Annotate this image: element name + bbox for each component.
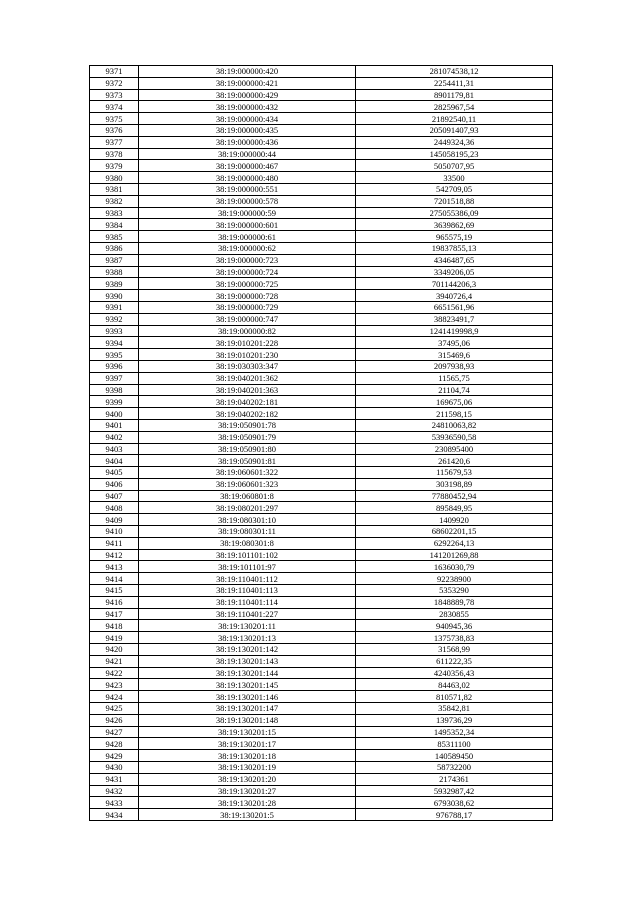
row-number-cell: 9375 (90, 113, 139, 125)
row-number-cell: 9430 (90, 762, 139, 774)
value-cell: 3349206,05 (356, 266, 553, 278)
value-cell: 77880452,94 (356, 490, 553, 502)
value-cell: 611222,35 (356, 655, 553, 667)
table-row (90, 113, 553, 125)
value-cell: 4346487,65 (356, 254, 553, 266)
row-number-cell: 9418 (90, 620, 139, 632)
cadastral-number-cell: 38:19:000000:729 (139, 301, 356, 313)
table-row (90, 620, 553, 632)
table-row (90, 372, 553, 384)
value-cell: 261420,6 (356, 455, 553, 467)
value-cell: 303198,89 (356, 478, 553, 490)
table-row (90, 396, 553, 408)
row-number-cell: 9377 (90, 136, 139, 148)
row-number-cell: 9379 (90, 160, 139, 172)
value-cell: 8901179,81 (356, 89, 553, 101)
value-cell: 281074538,12 (356, 66, 553, 78)
value-cell: 1495352,34 (356, 726, 553, 738)
value-cell: 11565,75 (356, 372, 553, 384)
value-cell: 205091407,93 (356, 124, 553, 136)
value-cell: 2254411,31 (356, 77, 553, 89)
table-row (90, 207, 553, 219)
table-row (90, 762, 553, 774)
table-row (90, 254, 553, 266)
cadastral-number-cell: 38:19:130201:144 (139, 667, 356, 679)
value-cell: 115679,53 (356, 467, 553, 479)
cadastral-number-cell: 38:19:050901:79 (139, 431, 356, 443)
row-number-cell: 9378 (90, 148, 139, 160)
row-number-cell: 9399 (90, 396, 139, 408)
row-number-cell: 9383 (90, 207, 139, 219)
table-row (90, 136, 553, 148)
cadastral-number-cell: 38:19:000000:434 (139, 113, 356, 125)
value-cell: 1409920 (356, 514, 553, 526)
row-number-cell: 9384 (90, 219, 139, 231)
table-row (90, 809, 553, 821)
cadastral-number-cell: 38:19:050901:81 (139, 455, 356, 467)
value-cell: 1636030,79 (356, 561, 553, 573)
row-number-cell: 9388 (90, 266, 139, 278)
table-row (90, 408, 553, 420)
table-row (90, 160, 553, 172)
row-number-cell: 9405 (90, 467, 139, 479)
value-cell: 140589450 (356, 750, 553, 762)
table-row (90, 419, 553, 431)
value-cell: 895849,95 (356, 502, 553, 514)
table-row (90, 773, 553, 785)
cadastral-number-cell: 38:19:000000:725 (139, 278, 356, 290)
table-row (90, 797, 553, 809)
cadastral-number-cell: 38:19:130201:147 (139, 703, 356, 715)
row-number-cell: 9380 (90, 172, 139, 184)
table-row (90, 278, 553, 290)
table-row (90, 219, 553, 231)
cadastral-number-cell: 38:19:000000:436 (139, 136, 356, 148)
row-number-cell: 9403 (90, 443, 139, 455)
cadastral-number-cell: 38:19:130201:13 (139, 632, 356, 644)
value-cell: 84463,02 (356, 679, 553, 691)
cadastral-number-cell: 38:19:060601:323 (139, 478, 356, 490)
value-cell: 1241419998,9 (356, 325, 553, 337)
value-cell: 31568,99 (356, 644, 553, 656)
table-body (90, 66, 553, 821)
value-cell: 19837855,13 (356, 242, 553, 254)
row-number-cell: 9376 (90, 124, 139, 136)
value-cell: 145058195,23 (356, 148, 553, 160)
row-number-cell: 9381 (90, 183, 139, 195)
table-row (90, 644, 553, 656)
row-number-cell: 9386 (90, 242, 139, 254)
row-number-cell: 9414 (90, 573, 139, 585)
value-cell: 21892540,11 (356, 113, 553, 125)
row-number-cell: 9408 (90, 502, 139, 514)
cadastral-number-cell: 38:19:000000:61 (139, 231, 356, 243)
table-row (90, 124, 553, 136)
table-row (90, 231, 553, 243)
row-number-cell: 9415 (90, 585, 139, 597)
value-cell: 141201269,88 (356, 549, 553, 561)
cadastral-number-cell: 38:19:000000:82 (139, 325, 356, 337)
value-cell: 3639862,69 (356, 219, 553, 231)
cadastral-number-cell: 38:19:040202:181 (139, 396, 356, 408)
row-number-cell: 9402 (90, 431, 139, 443)
table-row (90, 703, 553, 715)
cadastral-number-cell: 38:19:040201:362 (139, 372, 356, 384)
table-row (90, 431, 553, 443)
row-number-cell: 9423 (90, 679, 139, 691)
row-number-cell: 9372 (90, 77, 139, 89)
value-cell: 68602201,15 (356, 526, 553, 538)
cadastral-number-cell: 38:19:000000:601 (139, 219, 356, 231)
table-row (90, 148, 553, 160)
value-cell: 85311100 (356, 738, 553, 750)
table-row (90, 77, 553, 89)
row-number-cell: 9412 (90, 549, 139, 561)
row-number-cell: 9420 (90, 644, 139, 656)
row-number-cell: 9371 (90, 66, 139, 78)
cadastral-number-cell: 38:19:130201:17 (139, 738, 356, 750)
table-row (90, 349, 553, 361)
cadastral-number-cell: 38:19:000000:551 (139, 183, 356, 195)
row-number-cell: 9407 (90, 490, 139, 502)
table-row (90, 172, 553, 184)
cadastral-number-cell: 38:19:101101:97 (139, 561, 356, 573)
table-row (90, 242, 553, 254)
value-cell: 5353290 (356, 585, 553, 597)
cadastral-number-cell: 38:19:000000:723 (139, 254, 356, 266)
row-number-cell: 9428 (90, 738, 139, 750)
table-row (90, 738, 553, 750)
cadastral-number-cell: 38:19:000000:747 (139, 313, 356, 325)
table-row (90, 467, 553, 479)
table-row (90, 549, 553, 561)
value-cell: 92238900 (356, 573, 553, 585)
value-cell: 53936590,58 (356, 431, 553, 443)
cadastral-number-cell: 38:19:000000:467 (139, 160, 356, 172)
value-cell: 230895400 (356, 443, 553, 455)
row-number-cell: 9434 (90, 809, 139, 821)
table-row (90, 502, 553, 514)
table-row (90, 726, 553, 738)
row-number-cell: 9431 (90, 773, 139, 785)
value-cell: 976788,17 (356, 809, 553, 821)
table-row (90, 337, 553, 349)
row-number-cell: 9373 (90, 89, 139, 101)
cadastral-number-cell: 38:19:080301:11 (139, 526, 356, 538)
row-number-cell: 9385 (90, 231, 139, 243)
row-number-cell: 9392 (90, 313, 139, 325)
value-cell: 7201518,88 (356, 195, 553, 207)
table-row (90, 183, 553, 195)
row-number-cell: 9416 (90, 596, 139, 608)
table-row (90, 290, 553, 302)
value-cell: 2830855 (356, 608, 553, 620)
row-number-cell: 9417 (90, 608, 139, 620)
cadastral-number-cell: 38:19:000000:728 (139, 290, 356, 302)
row-number-cell: 9433 (90, 797, 139, 809)
cadastral-number-cell: 38:19:130201:146 (139, 691, 356, 703)
row-number-cell: 9396 (90, 360, 139, 372)
cadastral-number-cell: 38:19:040201:363 (139, 384, 356, 396)
row-number-cell: 9387 (90, 254, 139, 266)
cadastral-number-cell: 38:19:000000:59 (139, 207, 356, 219)
cadastral-number-cell: 38:19:000000:421 (139, 77, 356, 89)
table-row (90, 596, 553, 608)
table-row (90, 490, 553, 502)
cadastral-number-cell: 38:19:130201:15 (139, 726, 356, 738)
cadastral-number-cell: 38:19:130201:145 (139, 679, 356, 691)
cadastral-number-cell: 38:19:040202:182 (139, 408, 356, 420)
value-cell: 2097938,93 (356, 360, 553, 372)
table-row (90, 101, 553, 113)
table-row (90, 632, 553, 644)
table-row (90, 313, 553, 325)
cadastral-number-cell: 38:19:000000:724 (139, 266, 356, 278)
cadastral-number-cell: 38:19:010201:228 (139, 337, 356, 349)
cadastral-number-cell: 38:19:010201:230 (139, 349, 356, 361)
value-cell: 2825967,54 (356, 101, 553, 113)
table-row (90, 714, 553, 726)
value-cell: 2449324,36 (356, 136, 553, 148)
cadastral-number-cell: 38:19:130201:18 (139, 750, 356, 762)
table-row (90, 325, 553, 337)
value-cell: 24810063,82 (356, 419, 553, 431)
table-row (90, 691, 553, 703)
value-cell: 965575,19 (356, 231, 553, 243)
table-row (90, 455, 553, 467)
value-cell: 810571,82 (356, 691, 553, 703)
row-number-cell: 9424 (90, 691, 139, 703)
cadastral-number-cell: 38:19:000000:62 (139, 242, 356, 254)
table-row (90, 561, 553, 573)
row-number-cell: 9382 (90, 195, 139, 207)
cadastral-number-cell: 38:19:130201:27 (139, 785, 356, 797)
value-cell: 1375738,83 (356, 632, 553, 644)
cadastral-number-cell: 38:19:060801:8 (139, 490, 356, 502)
value-cell: 37495,06 (356, 337, 553, 349)
row-number-cell: 9432 (90, 785, 139, 797)
cadastral-number-cell: 38:19:130201:5 (139, 809, 356, 821)
value-cell: 542709,05 (356, 183, 553, 195)
row-number-cell: 9406 (90, 478, 139, 490)
value-cell: 275055386,09 (356, 207, 553, 219)
value-cell: 139736,29 (356, 714, 553, 726)
table-row (90, 785, 553, 797)
cadastral-number-cell: 38:19:000000:429 (139, 89, 356, 101)
cadastral-number-cell: 38:19:110401:113 (139, 585, 356, 597)
cadastral-number-cell: 38:19:130201:143 (139, 655, 356, 667)
table-row (90, 266, 553, 278)
table-row (90, 750, 553, 762)
cadastral-number-cell: 38:19:130201:19 (139, 762, 356, 774)
table-row (90, 195, 553, 207)
row-number-cell: 9397 (90, 372, 139, 384)
table-row (90, 655, 553, 667)
table-row (90, 66, 553, 78)
value-cell: 5050707,95 (356, 160, 553, 172)
cadastral-number-cell: 38:19:130201:11 (139, 620, 356, 632)
value-cell: 4240356,43 (356, 667, 553, 679)
value-cell: 2174361 (356, 773, 553, 785)
cadastral-number-cell: 38:19:080301:10 (139, 514, 356, 526)
row-number-cell: 9411 (90, 537, 139, 549)
table-row (90, 526, 553, 538)
table-row (90, 514, 553, 526)
value-cell: 33500 (356, 172, 553, 184)
value-cell: 1848889,78 (356, 596, 553, 608)
table-row (90, 384, 553, 396)
row-number-cell: 9422 (90, 667, 139, 679)
row-number-cell: 9389 (90, 278, 139, 290)
row-number-cell: 9421 (90, 655, 139, 667)
table-row (90, 667, 553, 679)
value-cell: 5932987,42 (356, 785, 553, 797)
cadastral-number-cell: 38:19:000000:432 (139, 101, 356, 113)
table-row (90, 89, 553, 101)
cadastral-number-cell: 38:19:130201:28 (139, 797, 356, 809)
table-row (90, 608, 553, 620)
cadastral-number-cell: 38:19:130201:148 (139, 714, 356, 726)
row-number-cell: 9391 (90, 301, 139, 313)
row-number-cell: 9401 (90, 419, 139, 431)
table-row (90, 537, 553, 549)
cadastral-number-cell: 38:19:080201:297 (139, 502, 356, 514)
value-cell: 58732200 (356, 762, 553, 774)
value-cell: 169675,06 (356, 396, 553, 408)
cadastral-number-cell: 38:19:050901:80 (139, 443, 356, 455)
cadastral-number-cell: 38:19:000000:420 (139, 66, 356, 78)
row-number-cell: 9429 (90, 750, 139, 762)
cadastral-value-table (89, 65, 553, 821)
cadastral-number-cell: 38:19:050901:78 (139, 419, 356, 431)
value-cell: 940945,36 (356, 620, 553, 632)
row-number-cell: 9409 (90, 514, 139, 526)
cadastral-number-cell: 38:19:110401:227 (139, 608, 356, 620)
value-cell: 3940726,4 (356, 290, 553, 302)
table-row (90, 443, 553, 455)
row-number-cell: 9425 (90, 703, 139, 715)
row-number-cell: 9426 (90, 714, 139, 726)
cadastral-number-cell: 38:19:000000:44 (139, 148, 356, 160)
row-number-cell: 9419 (90, 632, 139, 644)
value-cell: 6292264,13 (356, 537, 553, 549)
row-number-cell: 9398 (90, 384, 139, 396)
row-number-cell: 9390 (90, 290, 139, 302)
cadastral-number-cell: 38:19:110401:112 (139, 573, 356, 585)
cadastral-number-cell: 38:19:000000:435 (139, 124, 356, 136)
cadastral-number-cell: 38:19:110401:114 (139, 596, 356, 608)
value-cell: 6793038,62 (356, 797, 553, 809)
table-row (90, 478, 553, 490)
row-number-cell: 9404 (90, 455, 139, 467)
cadastral-number-cell: 38:19:080301:8 (139, 537, 356, 549)
value-cell: 211598,15 (356, 408, 553, 420)
value-cell: 701144206,3 (356, 278, 553, 290)
row-number-cell: 9393 (90, 325, 139, 337)
table-row (90, 360, 553, 372)
cadastral-number-cell: 38:19:130201:142 (139, 644, 356, 656)
cadastral-number-cell: 38:19:101101:102 (139, 549, 356, 561)
value-cell: 38823491,7 (356, 313, 553, 325)
cadastral-number-cell: 38:19:000000:578 (139, 195, 356, 207)
table-row (90, 573, 553, 585)
cadastral-number-cell: 38:19:000000:480 (139, 172, 356, 184)
row-number-cell: 9394 (90, 337, 139, 349)
cadastral-number-cell: 38:19:060601:322 (139, 467, 356, 479)
row-number-cell: 9413 (90, 561, 139, 573)
row-number-cell: 9374 (90, 101, 139, 113)
row-number-cell: 9395 (90, 349, 139, 361)
value-cell: 315469,6 (356, 349, 553, 361)
table-row (90, 301, 553, 313)
row-number-cell: 9427 (90, 726, 139, 738)
row-number-cell: 9410 (90, 526, 139, 538)
value-cell: 6651561,96 (356, 301, 553, 313)
table-row (90, 679, 553, 691)
cadastral-number-cell: 38:19:130201:20 (139, 773, 356, 785)
row-number-cell: 9400 (90, 408, 139, 420)
table-row (90, 585, 553, 597)
cadastral-number-cell: 38:19:030303:347 (139, 360, 356, 372)
value-cell: 21104,74 (356, 384, 553, 396)
value-cell: 35842,81 (356, 703, 553, 715)
